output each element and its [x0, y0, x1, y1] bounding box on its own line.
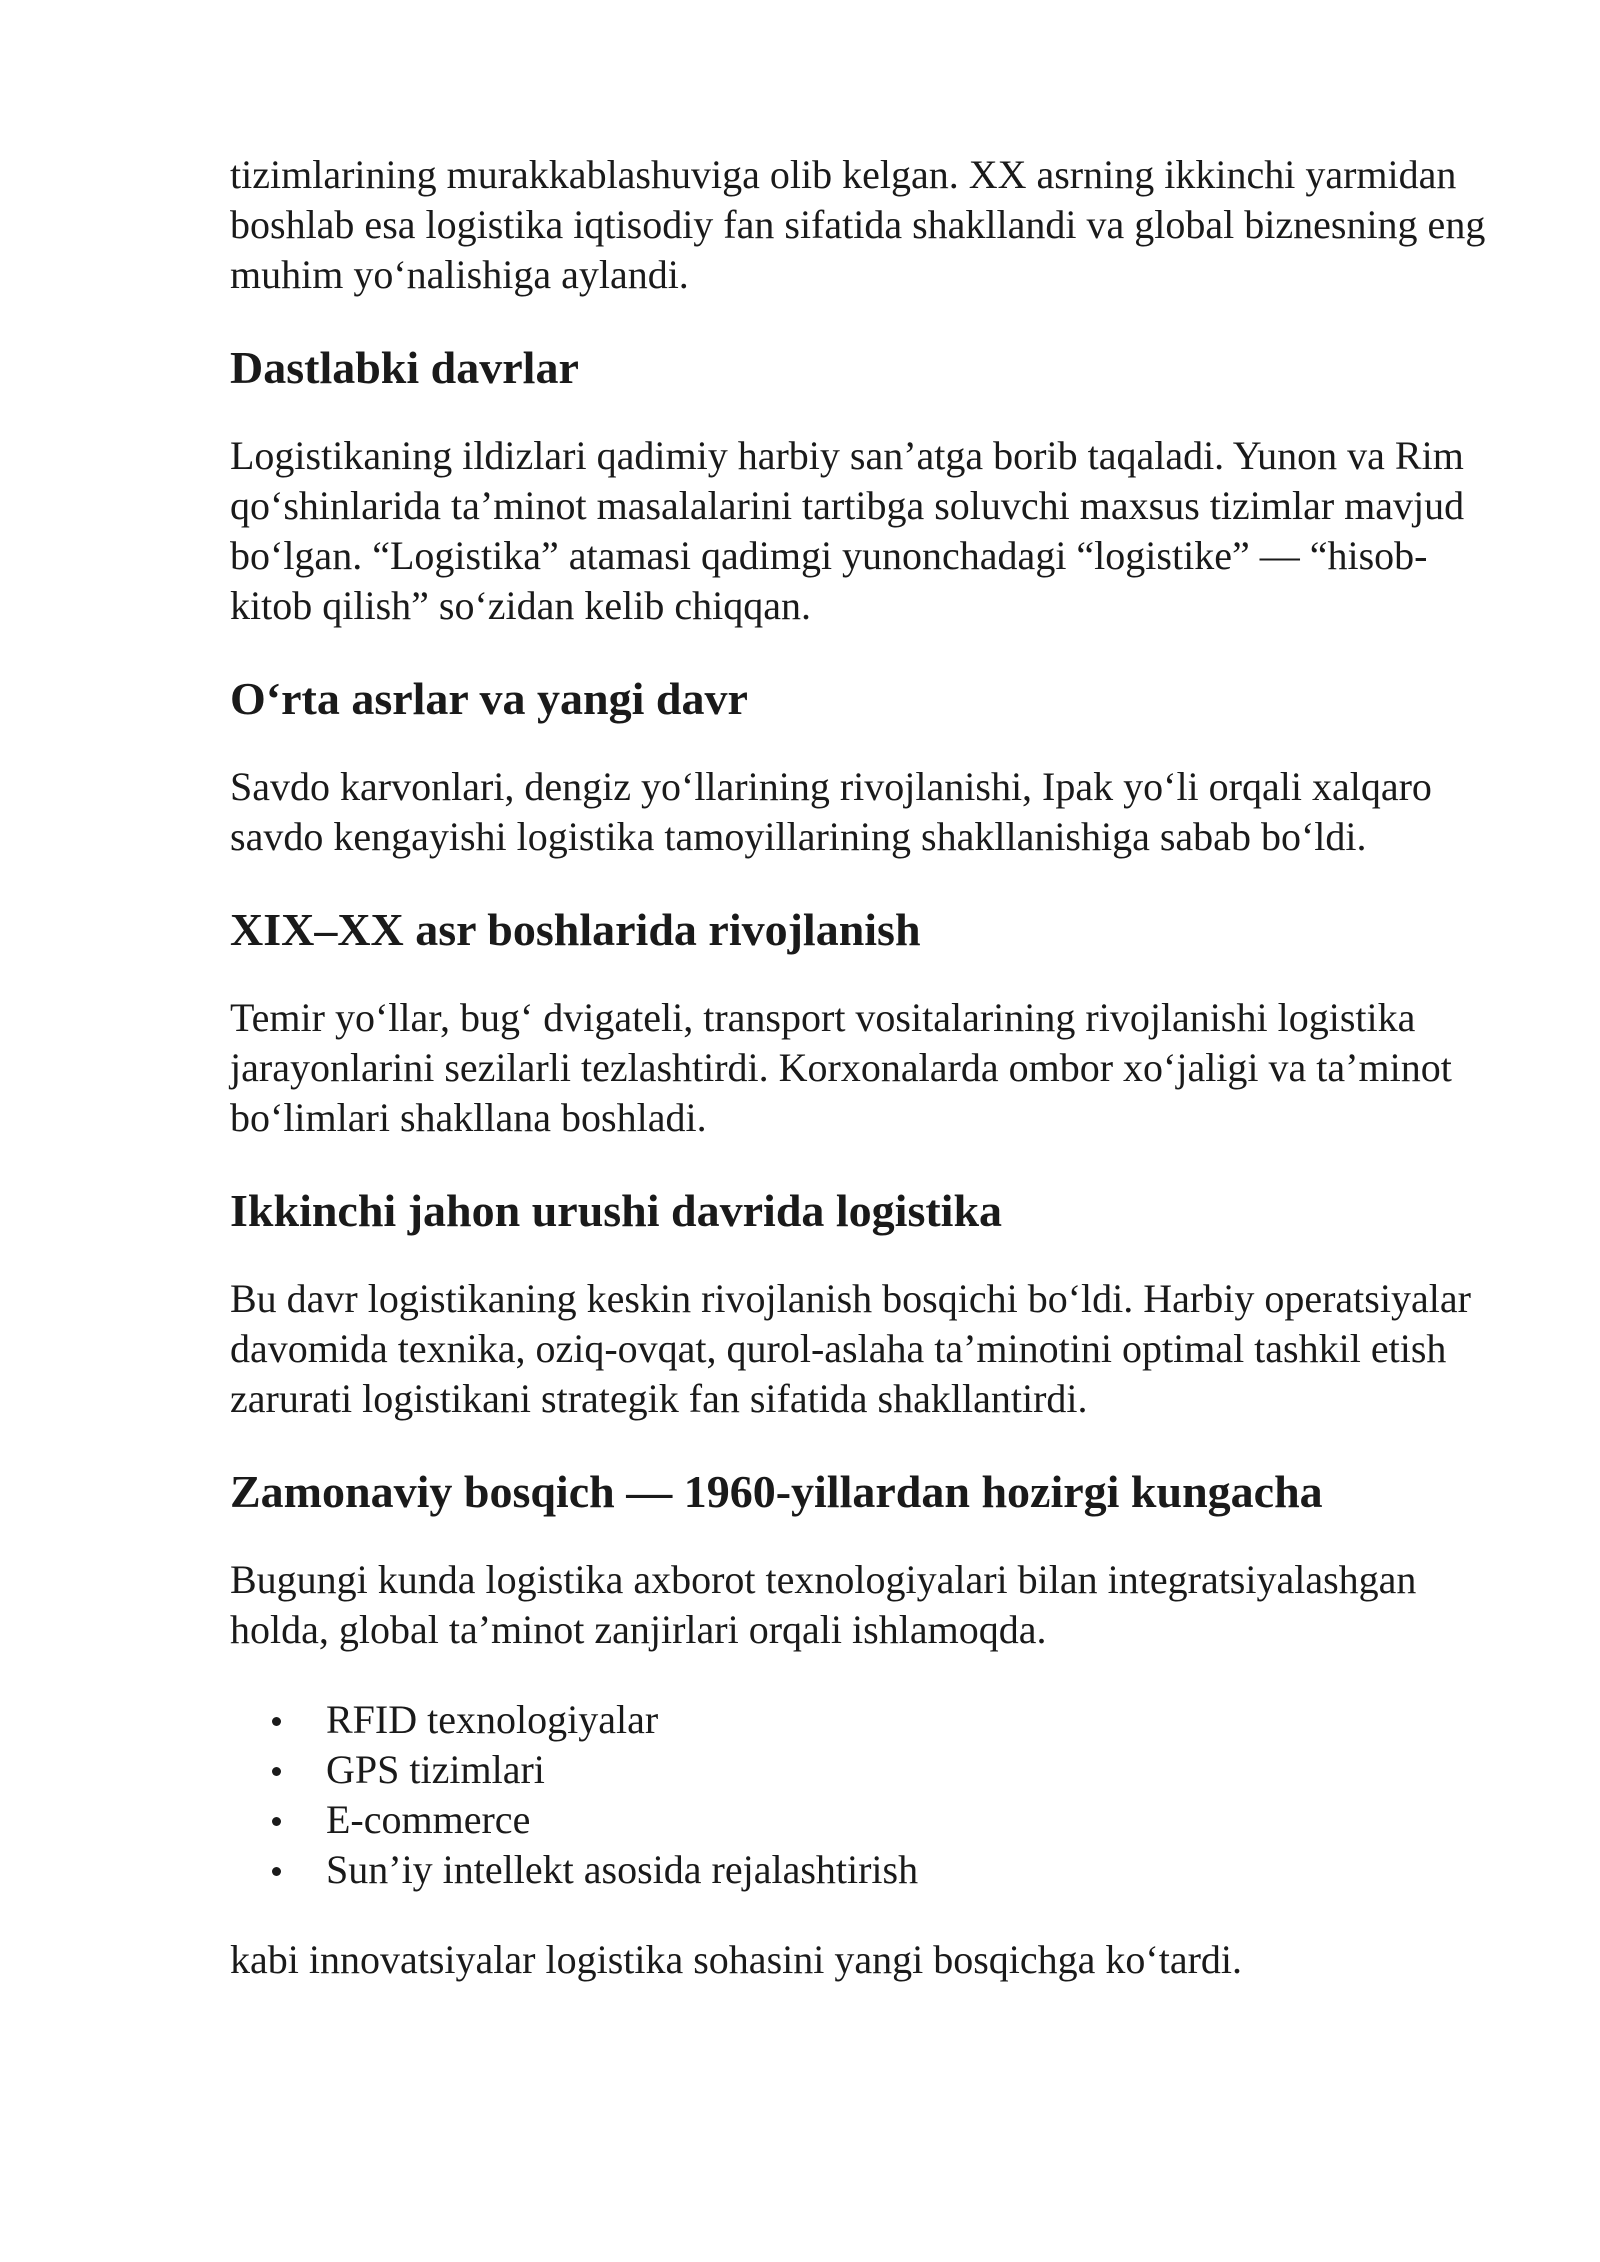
closing-paragraph: kabi innovatsiyalar logistika sohasini yangi bosqichga ko‘tardi. — [230, 1937, 1243, 1982]
bullet-icon — [272, 1767, 281, 1776]
innovation-list — [230, 1695, 1500, 1895]
paragraph-19-20-century: Temir yo‘llar, bug‘ dvigateli, transport vositalarining rivojlanishi logistika jarayonlarini sezilarli tezlashtirdi. Korxonalarda ombor xo‘jaligi va ta’minot bo‘limlari shakllana boshladi. — [230, 995, 1452, 1140]
paragraph-world-war-two: Bu davr logistikaning keskin rivojlanish bosqichi bo‘ldi. Harbiy operatsiyalar davomida texnika, oziq-ovqat, qurol-aslaha ta’minotini optimal tashkil etish zarurati logistikani strategik fan sifatida shakllantirdi. — [230, 1276, 1471, 1421]
heading-modern-stage: Zamonaviy bosqich — 1960-yillardan hozirgi kungacha — [230, 1466, 1323, 1517]
paragraph-middle-ages: Savdo karvonlari, dengiz yo‘llarining rivojlanishi, Ipak yo‘li orqali xalqaro savdo kengayishi logistika tamoyillarining shakllanishiga sabab bo‘ldi. — [230, 764, 1432, 859]
heading-early-periods: Dastlabki davrlar — [230, 342, 579, 393]
list-item-text: RFID texnologiyalar — [326, 1697, 659, 1742]
heading-19-20-century: XIX–XX asr boshlarida rivojlanish — [230, 904, 921, 955]
list-item — [326, 1745, 1500, 1795]
bullet-icon — [272, 1817, 281, 1826]
bullet-icon — [272, 1717, 281, 1726]
document-page — [230, 150, 1500, 1985]
list-item — [326, 1795, 1500, 1845]
heading-middle-ages: O‘rta asrlar va yangi davr — [230, 673, 748, 724]
intro-paragraph: tizimlarining murakkablashuviga olib kelgan. XX asrning ikkinchi yarmidan boshlab esa logistika iqtisodiy fan sifatida shakllandi va global biznesning eng muhim yo‘nalishiga aylandi. — [230, 152, 1486, 297]
paragraph-early-periods: Logistikaning ildizlari qadimiy harbiy san’atga borib taqaladi. Yunon va Rim qo‘shinlarida ta’minot masalalarini tartibga soluvchi maxsus tizimlar mavjud bo‘lgan. “Logistika” atamasi qadimgi yunonchadagi “logistike” — “hisob-kitob qilish” so‘zidan kelib chiqqan. — [230, 433, 1465, 628]
list-item — [326, 1845, 1500, 1895]
paragraph-modern-stage: Bugungi kunda logistika axborot texnologiyalari bilan integratsiyalashgan holda, global ta’minot zanjirlari orqali ishlamoqda. — [230, 1557, 1417, 1652]
list-item-text: GPS tizimlari — [326, 1747, 545, 1792]
list-item — [326, 1695, 1500, 1745]
list-item-text: E-commerce — [326, 1797, 531, 1842]
bullet-icon — [272, 1867, 281, 1876]
heading-world-war-two: Ikkinchi jahon urushi davrida logistika — [230, 1185, 1003, 1236]
list-item-text: Sun’iy intellekt asosida rejalashtirish — [326, 1847, 919, 1892]
